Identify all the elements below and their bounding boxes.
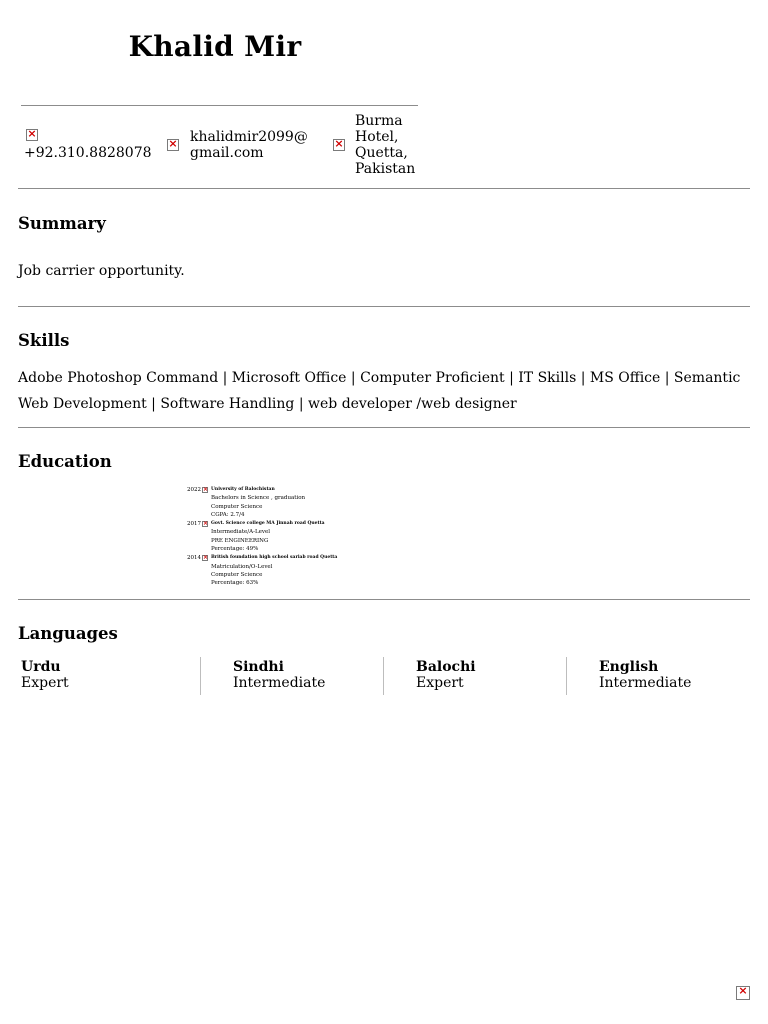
language-item bbox=[416, 659, 476, 691]
email-icon bbox=[167, 139, 179, 151]
school-logo-icon bbox=[202, 487, 208, 493]
language-item bbox=[21, 659, 69, 691]
candidate-name: Khalid Mir bbox=[128, 30, 302, 63]
school-logo-icon bbox=[202, 521, 208, 527]
summary-heading: Summary bbox=[18, 214, 106, 233]
language-level: Expert bbox=[416, 675, 464, 691]
education-entry bbox=[187, 486, 337, 519]
education-detail: Intermediate/A-Level bbox=[211, 529, 271, 536]
summary-text: Job carrier opportunity. bbox=[18, 263, 185, 279]
section-divider bbox=[18, 306, 750, 307]
education-detail: PRE ENGINEERING bbox=[211, 537, 269, 544]
skills-heading: Skills bbox=[18, 331, 70, 350]
phone-text: +92.310.8828078 bbox=[24, 145, 152, 161]
education-institution: Govt. Science college MA Jinnah road Quetta bbox=[211, 521, 325, 527]
education-detail: Computer Science bbox=[211, 503, 263, 510]
section-divider bbox=[18, 188, 750, 189]
languages-heading: Languages bbox=[18, 624, 118, 643]
language-item bbox=[599, 659, 691, 691]
education-heading: Education bbox=[18, 452, 112, 471]
education-list bbox=[187, 486, 337, 589]
header-divider bbox=[21, 105, 418, 106]
language-level: Intermediate bbox=[599, 675, 692, 691]
language-name: Urdu bbox=[21, 659, 61, 675]
school-logo-icon bbox=[202, 555, 208, 561]
language-divider bbox=[383, 657, 384, 695]
education-institution: University of Balochistan bbox=[211, 487, 275, 492]
address-text: Burma Hotel, Quetta, Pakistan bbox=[355, 113, 416, 177]
language-level: Expert bbox=[21, 675, 69, 691]
location-icon bbox=[333, 139, 345, 151]
contact-email[interactable] bbox=[190, 129, 310, 161]
language-name: English bbox=[599, 659, 659, 675]
language-divider bbox=[200, 657, 201, 695]
skills-text: Adobe Photoshop Command | Microsoft Office | Computer Proficient | IT Skills | MS Office | Semantic Web Development | Software Handling | web developer /web designer bbox=[18, 370, 741, 412]
phone-icon bbox=[26, 129, 38, 141]
contact-address bbox=[355, 113, 417, 177]
footer-logo-icon bbox=[736, 986, 750, 1000]
education-detail: Percentage: 63% bbox=[211, 580, 259, 587]
email-text[interactable]: khalidmir2099@gmail.com bbox=[190, 129, 308, 161]
education-year: 2014 bbox=[187, 555, 201, 562]
education-entry bbox=[187, 520, 337, 553]
education-detail: Computer Science bbox=[211, 571, 263, 578]
education-detail: CGPA: 2.7/4 bbox=[211, 511, 245, 518]
education-institution: British foundation high school sariab road Quetta bbox=[211, 555, 338, 561]
education-entry bbox=[187, 554, 337, 587]
contact-phone bbox=[24, 129, 152, 161]
education-detail: Matriculation/O-Level bbox=[211, 563, 273, 570]
language-name: Balochi bbox=[416, 659, 476, 675]
language-divider bbox=[566, 657, 567, 695]
education-detail: Percentage: 49% bbox=[211, 546, 259, 553]
section-divider bbox=[18, 427, 750, 428]
education-year: 2017 bbox=[187, 521, 201, 528]
education-detail: Bachelors in Science , graduation bbox=[211, 495, 306, 502]
language-name: Sindhi bbox=[233, 659, 284, 675]
language-item bbox=[233, 659, 325, 691]
education-year: 2022 bbox=[187, 487, 201, 493]
language-level: Intermediate bbox=[233, 675, 326, 691]
section-divider bbox=[18, 599, 750, 600]
